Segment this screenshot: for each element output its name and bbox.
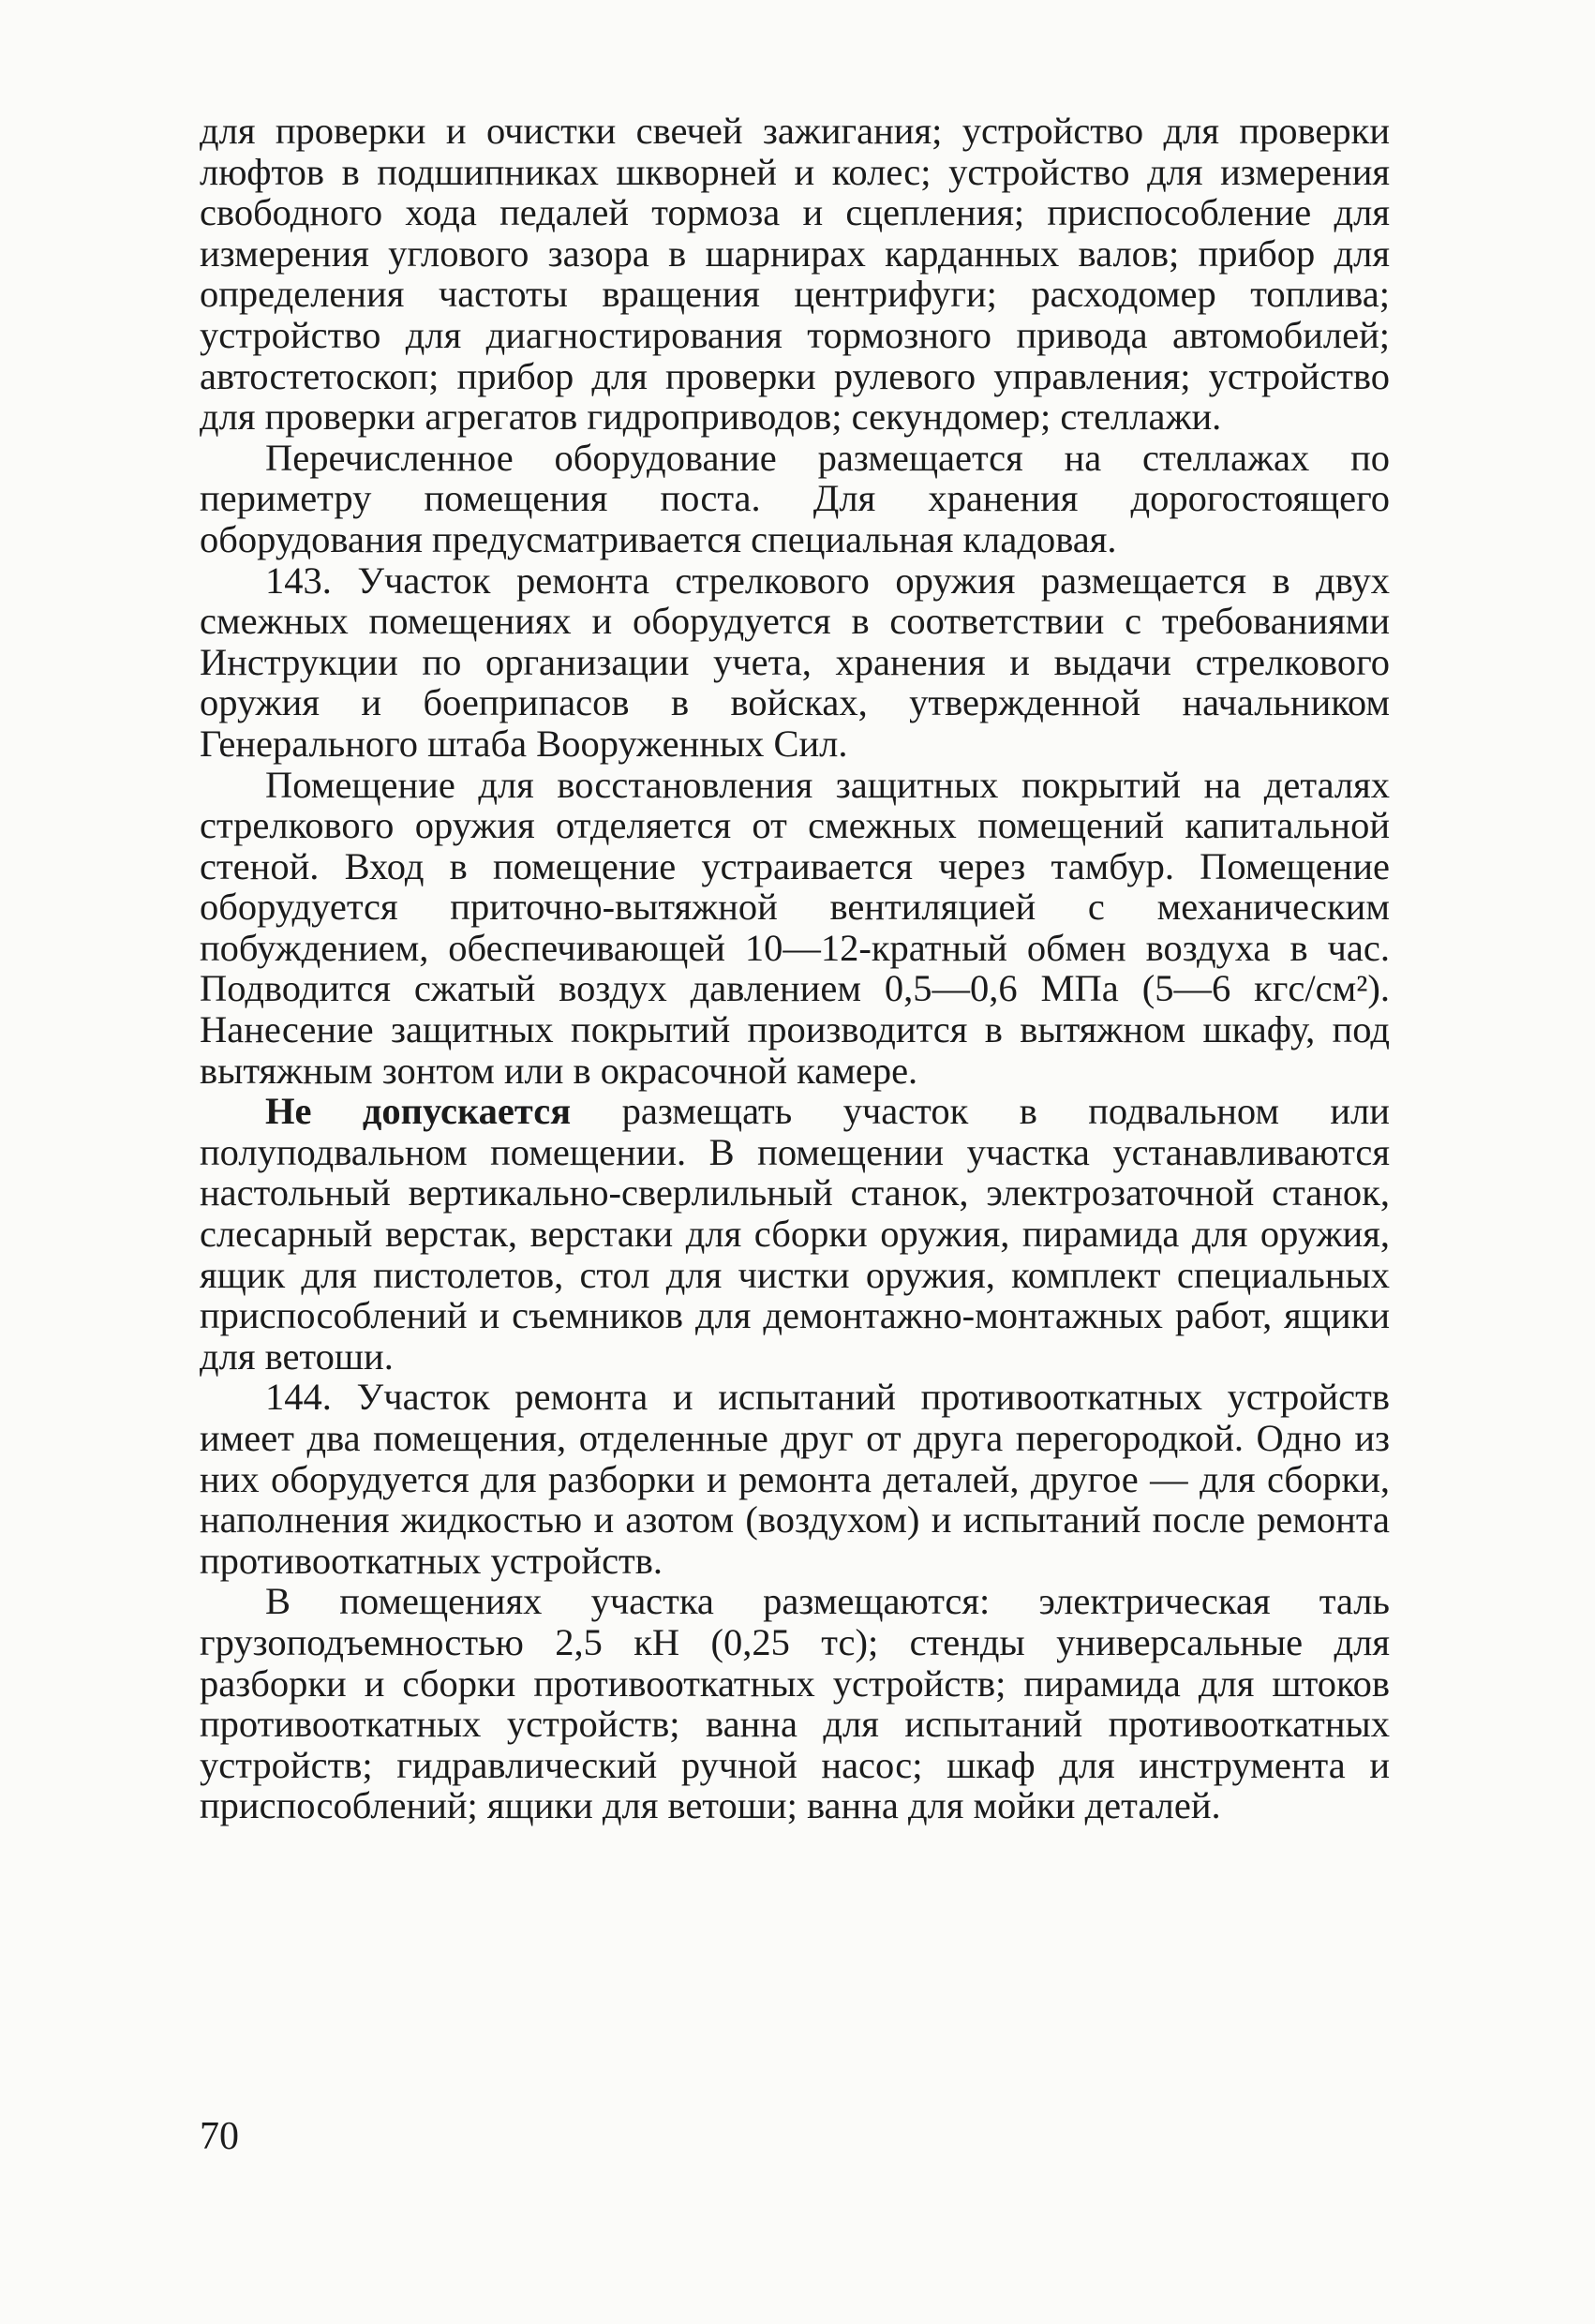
paragraph-basement-prohibition-text: размещать участок в подвальном или полуподвальном помещении. В помещении участка устанавливаются настольный вертикально-сверлильный станок, электрозаточной станок, слесарный верстак, верстаки для сборки оружия, пирамида для оружия, ящик для пистолетов, стол для чистки оружия, комплект специальных приспособлений и съемников для демонтажно-монтажных работ, ящики для ветоши. [200,1090,1390,1378]
paragraph-equipment-list: для проверки и очистки свечей зажигания; устройство для проверки люфтов в подшипниках шкворней и колес; устройство для измерения свободного хода педалей тормоза и сцепления; приспособление для измерения углового зазора в шарнирах карданных валов; прибор для определения частоты вращения центрифуги; расходомер топлива; устройство для диагностирования тормозного привода автомобилей; автостетоскоп; прибор для проверки рулевого управления; устройство для проверки агрегатов гидроприводов; секундомер; стеллажи. [200,110,1390,439]
body-text [200,111,1390,1826]
paragraph-basement-prohibition [200,1091,1390,1377]
paragraph-recoil-equipment-list: В помещениях участка размещаются: электрическая таль грузоподъемностью 2,5 кН (0,25 тс); стенды универсальные для разборки и сборки противооткатных устройств; пирамида для штоков противооткатных устройств; ванна для испытаний противооткатных устройств; гидравлический ручной насос; шкаф для инструмента и приспособлений; ящики для ветоши; ванна для мойки деталей. [200,1580,1390,1827]
paragraph-protective-coatings-room: Помещение для восстановления защитных покрытий на деталях стрелкового оружия отделяется от смежных помещений капитальной стеной. Вход в помещение устраивается через тамбур. Помещение оборудуется приточно-вытяжной вентиляцией с механическим побуждением, обеспечивающей 10—12-кратный обмен воздуха в час. Подводится сжатый воздух давлением 0,5—0,6 МПа (5—6 кгс/см²). Нанесение защитных покрытий производится в вытяжном шкафу, под вытяжным зонтом или в окрасочной камере. [200,763,1390,1092]
emphasis-lead: Не допускается [265,1090,572,1133]
page-number: 70 [200,2115,239,2158]
paragraph-143-weapons-repair: 143. Участок ремонта стрелкового оружия размещается в двух смежных помещениях и оборудуется в соответствии с требованиями Инструкции по организации учета, хранения и выдачи стрелкового оружия и боеприпасов в войсках, утвержденной начальником Генерального штаба Вооруженных Сил. [200,559,1390,765]
paragraph-equipment-placement: Перечисленное оборудование размещается на стеллажах по периметру помещения поста. Для хранения дорогостоящего оборудования предусматривается специальная кладовая. [200,436,1390,560]
paragraph-144-recoil-devices: 144. Участок ремонта и испытаний противооткатных устройств имеет два помещения, отделенные друг от друга перегородкой. Одно из них оборудуется для разборки и ремонта деталей, другое — для сборки, наполнения жидкостью и азотом (воздухом) и испытаний после ремонта противооткатных устройств. [200,1376,1390,1582]
